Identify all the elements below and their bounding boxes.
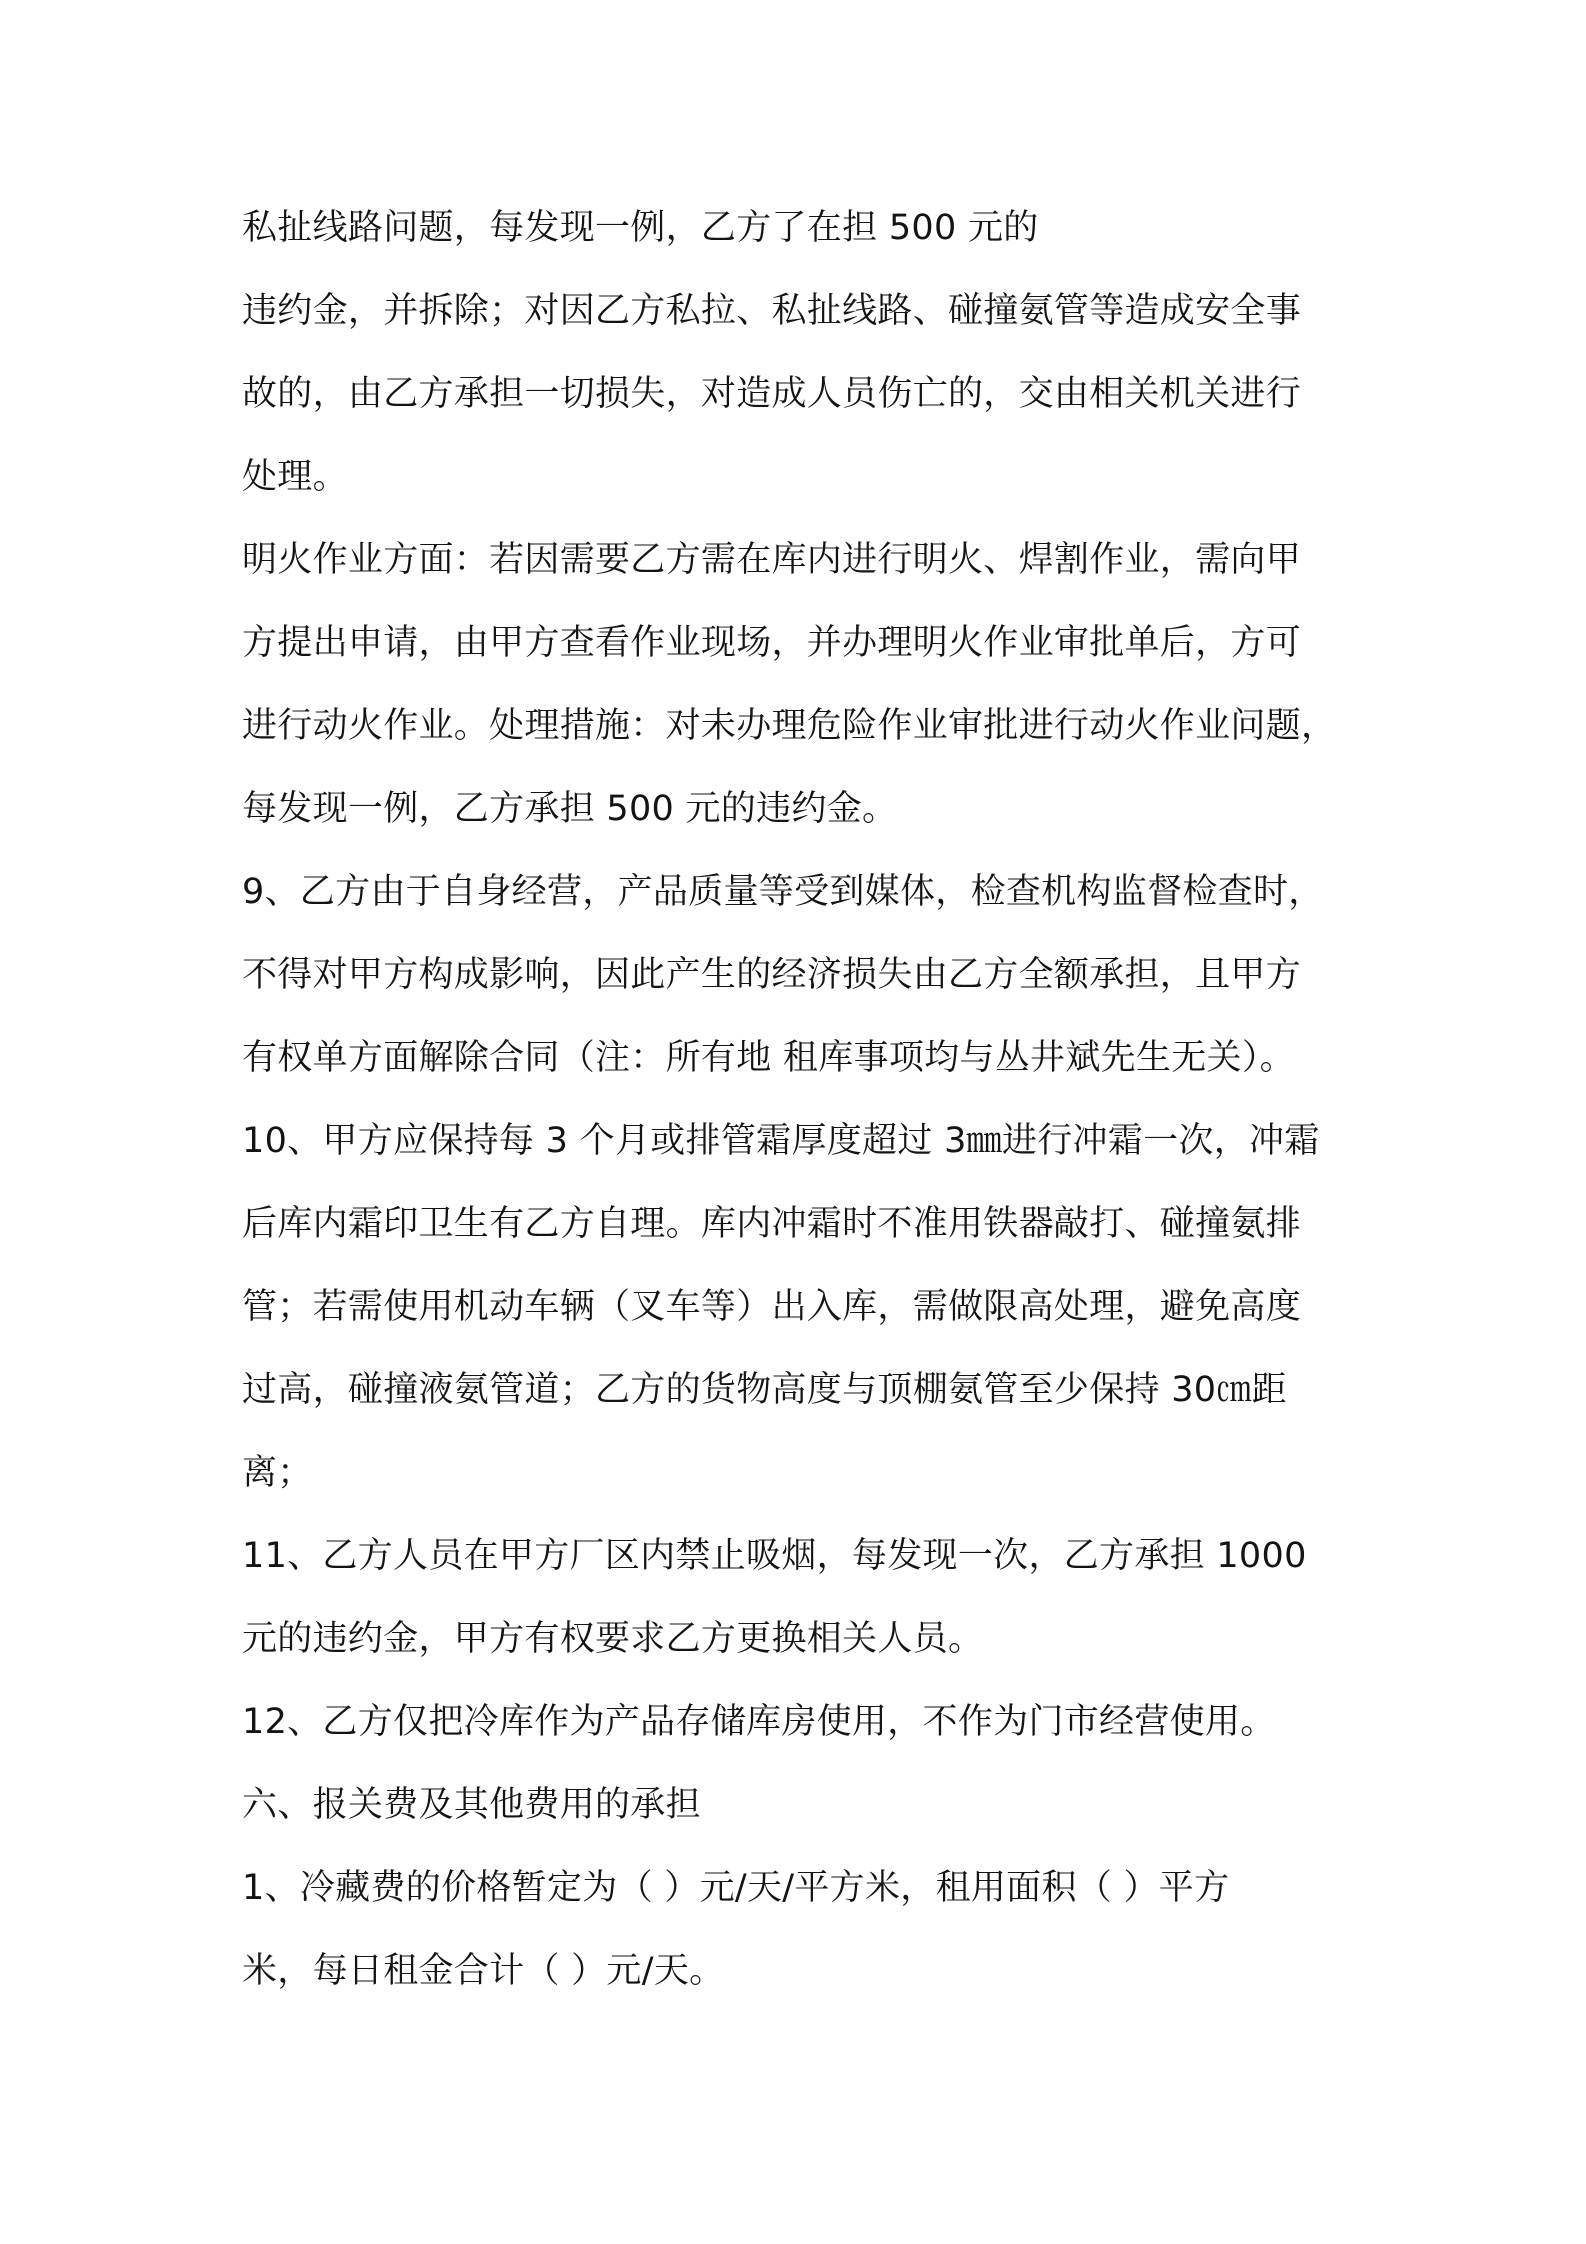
section-heading: 六、报关费及其他费用的承担 [242, 1785, 701, 1825]
text-line: 明火作业方面：若因需要乙方需在库内进行明火、焊割作业，需向甲 [242, 540, 1302, 580]
text-line: 10、甲方应保持每 3 个月或排管霜厚度超过 3㎜进行冲霜一次，冲霜 [242, 1121, 1320, 1161]
text-line: 过高，碰撞液氨管道；乙方的货物高度与顶棚氨管至少保持 30㎝距 [242, 1370, 1287, 1410]
text-line: 11、乙方人员在甲方厂区内禁止吸烟，每发现一次，乙方承担 1000 [242, 1536, 1307, 1576]
text-line: 后库内霜印卫生有乙方自理。库内冲霜时不准用铁器敲打、碰撞氨排 [242, 1204, 1302, 1244]
text-line: 米，每日租金合计（ ）元/天。 [242, 1951, 725, 1991]
text-line: 处理。 [242, 457, 348, 497]
text-line: 9、乙方由于自身经营，产品质量等受到媒体，检查机构监督检查时， [242, 872, 1324, 912]
text-line: 每发现一例，乙方承担 500 元的违约金。 [242, 789, 898, 829]
text-line: 私扯线路问题，每发现一例，乙方了在担 500 元的 [242, 208, 1039, 248]
text-line: 12、乙方仅把冷库作为产品存储库房使用，不作为门市经营使用。 [242, 1702, 1276, 1742]
text-line: 不得对甲方构成影响，因此产生的经济损失由乙方全额承担，且甲方 [242, 955, 1302, 995]
text-line: 离； [242, 1453, 313, 1493]
text-line: 故的，由乙方承担一切损失，对造成人员伤亡的，交由相关机关进行 [242, 374, 1302, 414]
text-line: 进行动火作业。处理措施：对未办理危险作业审批进行动火作业问题， [242, 706, 1337, 746]
text-line: 元的违约金，甲方有权要求乙方更换相关人员。 [242, 1619, 984, 1659]
text-line: 违约金，并拆除；对因乙方私拉、私扯线路、碰撞氨管等造成安全事 [242, 291, 1302, 331]
text-line: 管；若需使用机动车辆（叉车等）出入库，需做限高处理，避免高度 [242, 1287, 1302, 1327]
text-line: 有权单方面解除合同（注：所有地 租库事项均与丛井斌先生无关）。 [242, 1038, 1295, 1078]
text-line: 1、冷藏费的价格暂定为（ ）元/天/平方米，租用面积（ ）平方 [242, 1868, 1230, 1908]
text-line: 方提出申请，由甲方查看作业现场，并办理明火作业审批单后，方可 [242, 623, 1302, 663]
